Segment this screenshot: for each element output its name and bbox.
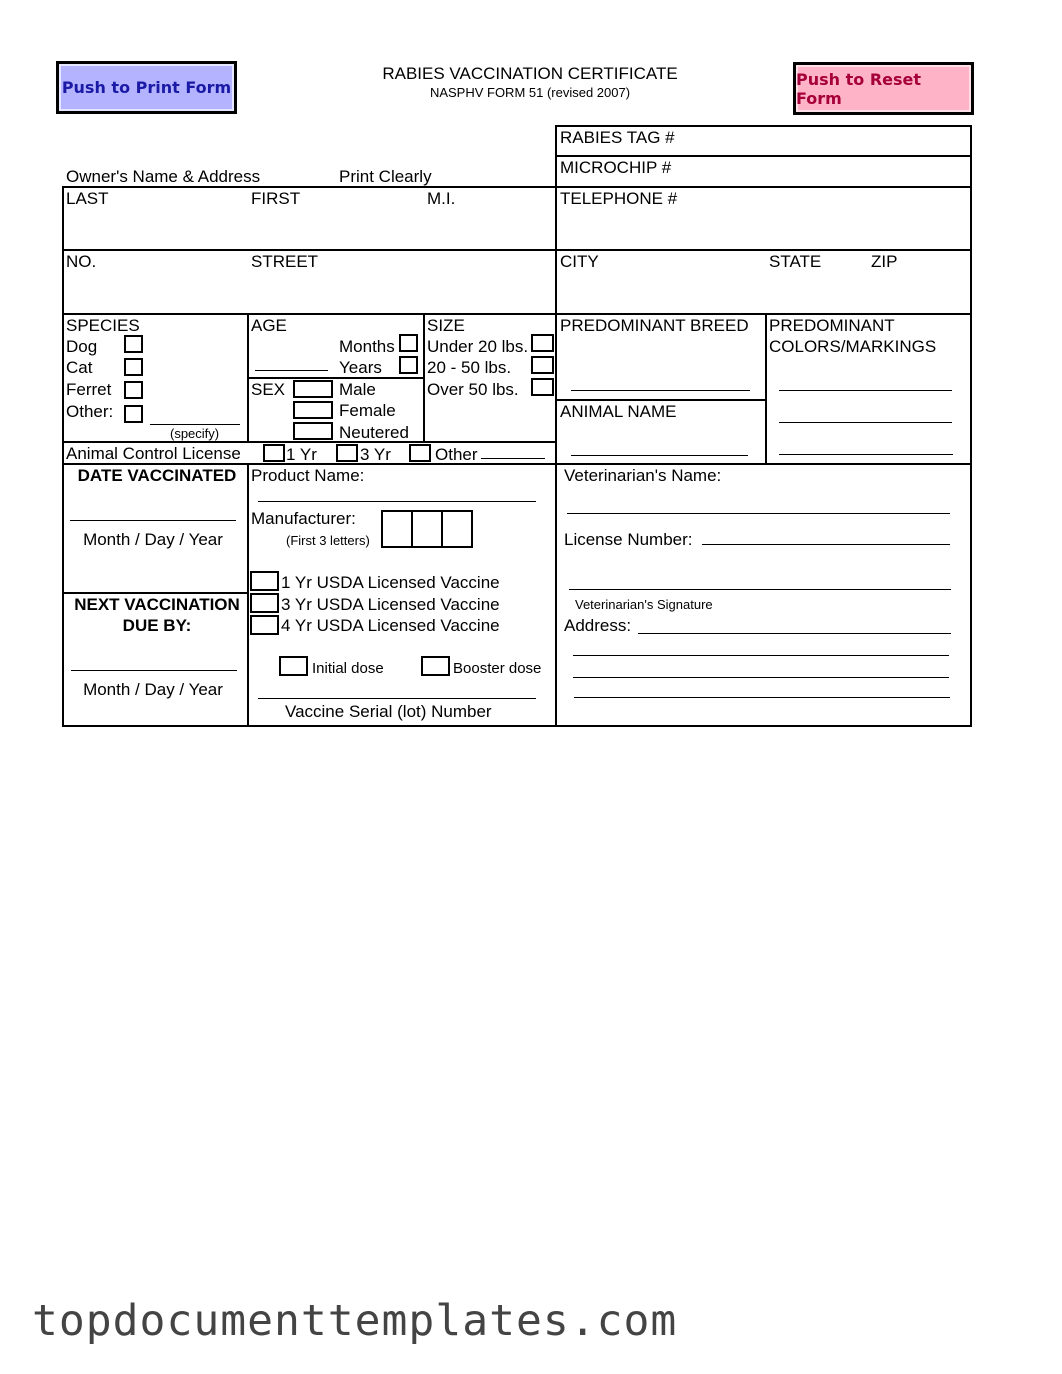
rule — [62, 186, 556, 188]
serial-number-line[interactable] — [258, 698, 536, 699]
vaccine-3yr-checkbox[interactable] — [250, 593, 279, 613]
next-vaccination-format: Month / Day / Year — [83, 680, 223, 699]
sex-neutered-label: Neutered — [339, 423, 409, 442]
next-vaccination-label: NEXT VACCINATION — [74, 595, 240, 614]
age-value-line[interactable] — [255, 370, 328, 371]
license-number-label: License Number: — [564, 530, 693, 549]
species-other-line[interactable] — [150, 424, 240, 425]
date-vaccinated-label: DATE VACCINATED — [77, 466, 237, 485]
owner-name-field[interactable] — [66, 210, 552, 246]
rule — [62, 186, 64, 727]
manufacturer-letter-1[interactable] — [381, 510, 413, 548]
date-vaccinated-line[interactable] — [70, 520, 236, 521]
address-field[interactable] — [66, 273, 966, 309]
species-other-checkbox[interactable] — [124, 405, 143, 423]
next-vaccination-line[interactable] — [71, 670, 237, 671]
watermark: topdocumenttemplates.com — [32, 1296, 678, 1346]
telephone-label: TELEPHONE # — [560, 189, 678, 208]
size-under20-checkbox[interactable] — [531, 334, 554, 352]
serial-number-label: Vaccine Serial (lot) Number — [285, 702, 492, 721]
vaccine-4yr-checkbox[interactable] — [250, 615, 279, 635]
species-ferret-label: Ferret — [66, 380, 112, 399]
vet-name-line[interactable] — [567, 513, 950, 514]
owner-section-label: Owner's Name & Address — [66, 167, 261, 186]
rule — [556, 125, 972, 127]
date-vaccinated-format: Month / Day / Year — [83, 530, 223, 549]
manufacturer-label: Manufacturer: — [251, 509, 356, 528]
state-label: STATE — [769, 252, 822, 271]
rabies-tag-field[interactable] — [680, 128, 966, 152]
sex-female-checkbox[interactable] — [293, 401, 333, 419]
license-1yr-label: 1 Yr — [286, 445, 317, 464]
sex-male-checkbox[interactable] — [293, 380, 333, 398]
rule — [62, 249, 972, 251]
sex-female-label: Female — [339, 401, 396, 420]
vet-signature-line[interactable] — [569, 589, 951, 590]
rule — [62, 592, 248, 594]
license-other-checkbox[interactable] — [409, 444, 431, 462]
zip-label: ZIP — [871, 252, 898, 271]
age-years-label: Years — [339, 358, 382, 377]
middle-initial-label: M.I. — [427, 189, 456, 208]
vet-name-label: Veterinarian's Name: — [564, 466, 722, 485]
first-name-label: FIRST — [251, 189, 301, 208]
form-title: RABIES VACCINATION CERTIFICATE — [382, 64, 678, 83]
booster-dose-checkbox[interactable] — [421, 656, 450, 676]
initial-dose-label: Initial dose — [312, 660, 384, 677]
size-under20-label: Under 20 lbs. — [427, 337, 529, 356]
vet-address-line-2[interactable] — [573, 655, 949, 656]
rule — [556, 186, 972, 188]
colors-line-1[interactable] — [779, 390, 952, 391]
size-over50-label: Over 50 lbs. — [427, 380, 519, 399]
animal-name-label: ANIMAL NAME — [560, 402, 677, 421]
rule — [62, 725, 972, 727]
rule — [247, 377, 424, 379]
vaccine-4yr-label: 4 Yr USDA Licensed Vaccine — [281, 616, 500, 635]
specify-label: (specify) — [170, 426, 220, 441]
microchip-field[interactable] — [680, 158, 966, 182]
print-clearly-label: Print Clearly — [339, 167, 432, 186]
species-cat-label: Cat — [66, 358, 93, 377]
rule — [62, 313, 972, 315]
vet-address-line-4[interactable] — [574, 697, 950, 698]
license-1yr-checkbox[interactable] — [263, 444, 285, 462]
vet-address-line-1[interactable] — [638, 633, 951, 634]
license-number-line[interactable] — [702, 544, 950, 545]
vaccine-1yr-label: 1 Yr USDA Licensed Vaccine — [281, 573, 500, 592]
rule — [62, 441, 556, 443]
manufacturer-letter-3[interactable] — [441, 510, 473, 548]
street-number-label: NO. — [66, 252, 97, 271]
product-name-line[interactable] — [258, 501, 536, 502]
size-label: SIZE — [427, 316, 465, 335]
rule — [556, 399, 766, 401]
booster-dose-label: Booster dose — [453, 660, 542, 677]
colors-line-2[interactable] — [779, 422, 952, 423]
rule — [970, 125, 972, 727]
rabies-tag-label: RABIES TAG # — [560, 128, 675, 147]
product-name-label: Product Name: — [251, 466, 365, 485]
vet-address-line-3[interactable] — [573, 677, 949, 678]
species-other-label: Other: — [66, 402, 114, 421]
license-other-label: Other — [435, 445, 478, 464]
street-label: STREET — [251, 252, 319, 271]
vaccine-3yr-label: 3 Yr USDA Licensed Vaccine — [281, 595, 500, 614]
license-3yr-label: 3 Yr — [360, 445, 391, 464]
breed-line[interactable] — [571, 390, 750, 391]
age-years-checkbox[interactable] — [399, 356, 418, 374]
species-dog-label: Dog — [66, 337, 98, 356]
age-label: AGE — [251, 316, 287, 335]
colors-line-3[interactable] — [779, 454, 953, 455]
first-3-letters-label: (First 3 letters) — [286, 533, 370, 548]
city-label: CITY — [560, 252, 599, 271]
rule — [555, 125, 557, 727]
reset-form-button[interactable]: Push to Reset Form — [793, 62, 974, 115]
microchip-label: MICROCHIP # — [560, 158, 672, 177]
next-vaccination-due-label: DUE BY: — [122, 616, 192, 635]
sex-label: SEX — [251, 380, 286, 399]
vet-address-label: Address: — [564, 616, 632, 635]
manufacturer-letter-2[interactable] — [411, 510, 443, 548]
rule — [62, 463, 972, 465]
species-ferret-checkbox[interactable] — [124, 381, 143, 399]
colors-label-line2: COLORS/MARKINGS — [769, 337, 937, 356]
species-dog-checkbox[interactable] — [124, 335, 143, 353]
telephone-field[interactable] — [560, 210, 966, 246]
license-label: Animal Control License — [66, 444, 241, 463]
size-20-50-label: 20 - 50 lbs. — [427, 358, 512, 377]
sex-neutered-checkbox[interactable] — [293, 422, 333, 440]
vaccine-1yr-checkbox[interactable] — [250, 571, 279, 591]
sex-male-label: Male — [339, 380, 376, 399]
rule — [556, 155, 972, 157]
animal-name-line[interactable] — [571, 455, 748, 456]
rule — [765, 313, 767, 464]
rule — [247, 463, 249, 727]
species-label: SPECIES — [66, 316, 140, 335]
initial-dose-checkbox[interactable] — [279, 656, 308, 676]
size-over50-checkbox[interactable] — [531, 378, 554, 396]
colors-label-line1: PREDOMINANT — [769, 316, 895, 335]
size-20-50-checkbox[interactable] — [531, 356, 554, 374]
last-name-label: LAST — [66, 189, 109, 208]
breed-label: PREDOMINANT BREED — [560, 316, 749, 335]
license-3yr-checkbox[interactable] — [336, 444, 358, 462]
print-form-button[interactable]: Push to Print Form — [56, 61, 237, 114]
vet-signature-label: Veterinarian's Signature — [575, 597, 713, 612]
age-months-checkbox[interactable] — [399, 334, 418, 352]
form-subtitle: NASPHV FORM 51 (revised 2007) — [429, 85, 631, 100]
license-other-line[interactable] — [481, 458, 545, 459]
species-cat-checkbox[interactable] — [124, 358, 143, 376]
age-months-label: Months — [339, 337, 395, 356]
